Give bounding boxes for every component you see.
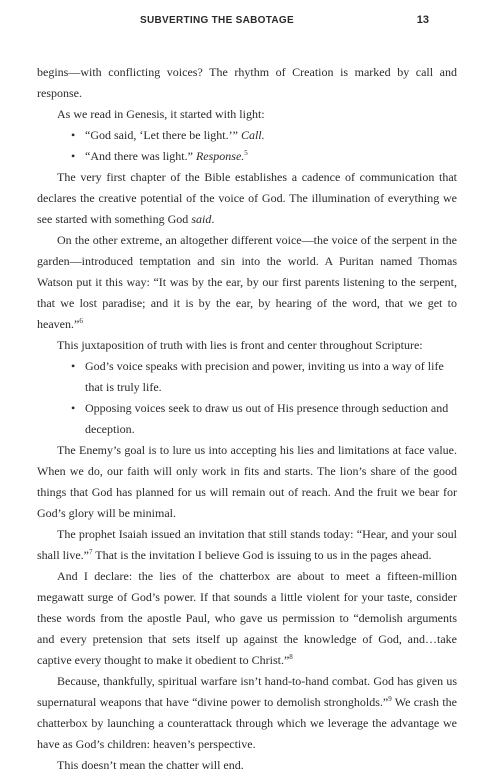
footnote-ref: 5: [244, 149, 248, 157]
emphasis: said: [191, 212, 212, 226]
bullet-list: [37, 356, 457, 440]
paragraph: This juxtaposition of truth with lies is front and center throughout Scripture:: [57, 338, 423, 352]
paragraph: As we read in Genesis, it started with light:: [57, 107, 265, 121]
quote-text: “God said, ‘Let there be light.’”: [85, 128, 241, 142]
paragraph-text: Because, thankfully, spiritual warfare isn’t hand-to-hand combat. God has given us supernatural weapons that have “divine power to demolish strongholds.”: [37, 674, 457, 709]
paragraph-text: And I declare: the lies of the chatterbox are about to meet a fifteen-million megawatt surge of God’s power. If that sounds a little violent for your taste, consider these words from the apostle Paul, who gave us permission to “demolish arguments and every pretension that sets itself up against the knowledge of God, and…take captive every thought to make it obedient to Christ.”: [37, 569, 457, 667]
paragraph: This doesn’t mean the chatter will end.: [57, 758, 244, 772]
list-item: • Opposing voices seek to draw us out of His presence through seduction and deception.: [85, 398, 457, 440]
paragraph: begins—with conflicting voices? The rhythm of Creation is marked by call and response.: [37, 65, 457, 100]
footnote-ref: 9: [388, 695, 392, 703]
list-item: • God’s voice speaks with precision and power, inviting us into a way of life that is truly life.: [85, 356, 457, 398]
page-number: 13: [416, 14, 429, 26]
paragraph: [37, 524, 457, 566]
quote-text: “And there was light.”: [85, 149, 196, 163]
paragraph-text: That is the invitation I believe God is issuing to us in the pages ahead.: [92, 548, 432, 562]
paragraph: The Enemy’s goal is to lure us into accepting his lies and limitations at face value. When we do, our faith will only work in fits and starts. The lion’s share of the good things that God has planned for us will remain out of reach. And the fruit we bear for God’s glory will be minimal.: [37, 443, 457, 520]
emphasis: Response.: [195, 149, 245, 163]
paragraph: [37, 671, 457, 755]
paragraph: [37, 566, 457, 671]
paragraph-text: The very first chapter of the Bible establishes a cadence of communication that declares the creative potential of the voice of God. The illumination of everything we see started with something God: [37, 170, 457, 226]
footnote-ref: 6: [79, 317, 83, 325]
punctuation: .: [211, 212, 215, 226]
running-head: SUBVERTING THE SABOTAGE: [140, 15, 294, 26]
bullet-list: [37, 125, 457, 167]
footnote-ref: 7: [88, 548, 93, 556]
paragraph: [37, 230, 457, 335]
list-item: [85, 125, 457, 146]
paragraph-text: The prophet Isaiah issued an invitation that still stands today: “Hear, and your soul shall live.”: [37, 527, 457, 562]
emphasis: Call.: [240, 128, 265, 142]
list-item: [85, 146, 457, 167]
body-text: [37, 62, 457, 776]
paragraph-text: We crash the chatterbox by launching a counterattack through which we leverage the advantage we have as God’s children: heaven’s perspective.: [37, 695, 457, 751]
paragraph: [37, 167, 457, 230]
footnote-ref: 8: [289, 653, 293, 661]
paragraph-text: On the other extreme, an altogether different voice—the voice of the serpent in the garden—introduced temptation and sin into the world. A Puritan named Thomas Watson put it this way: “It was by the ear, by our first parents listening to the serpent, that we lost paradise; and it is by the ear, by hearing of the word, that we get to heaven.”: [37, 233, 457, 331]
